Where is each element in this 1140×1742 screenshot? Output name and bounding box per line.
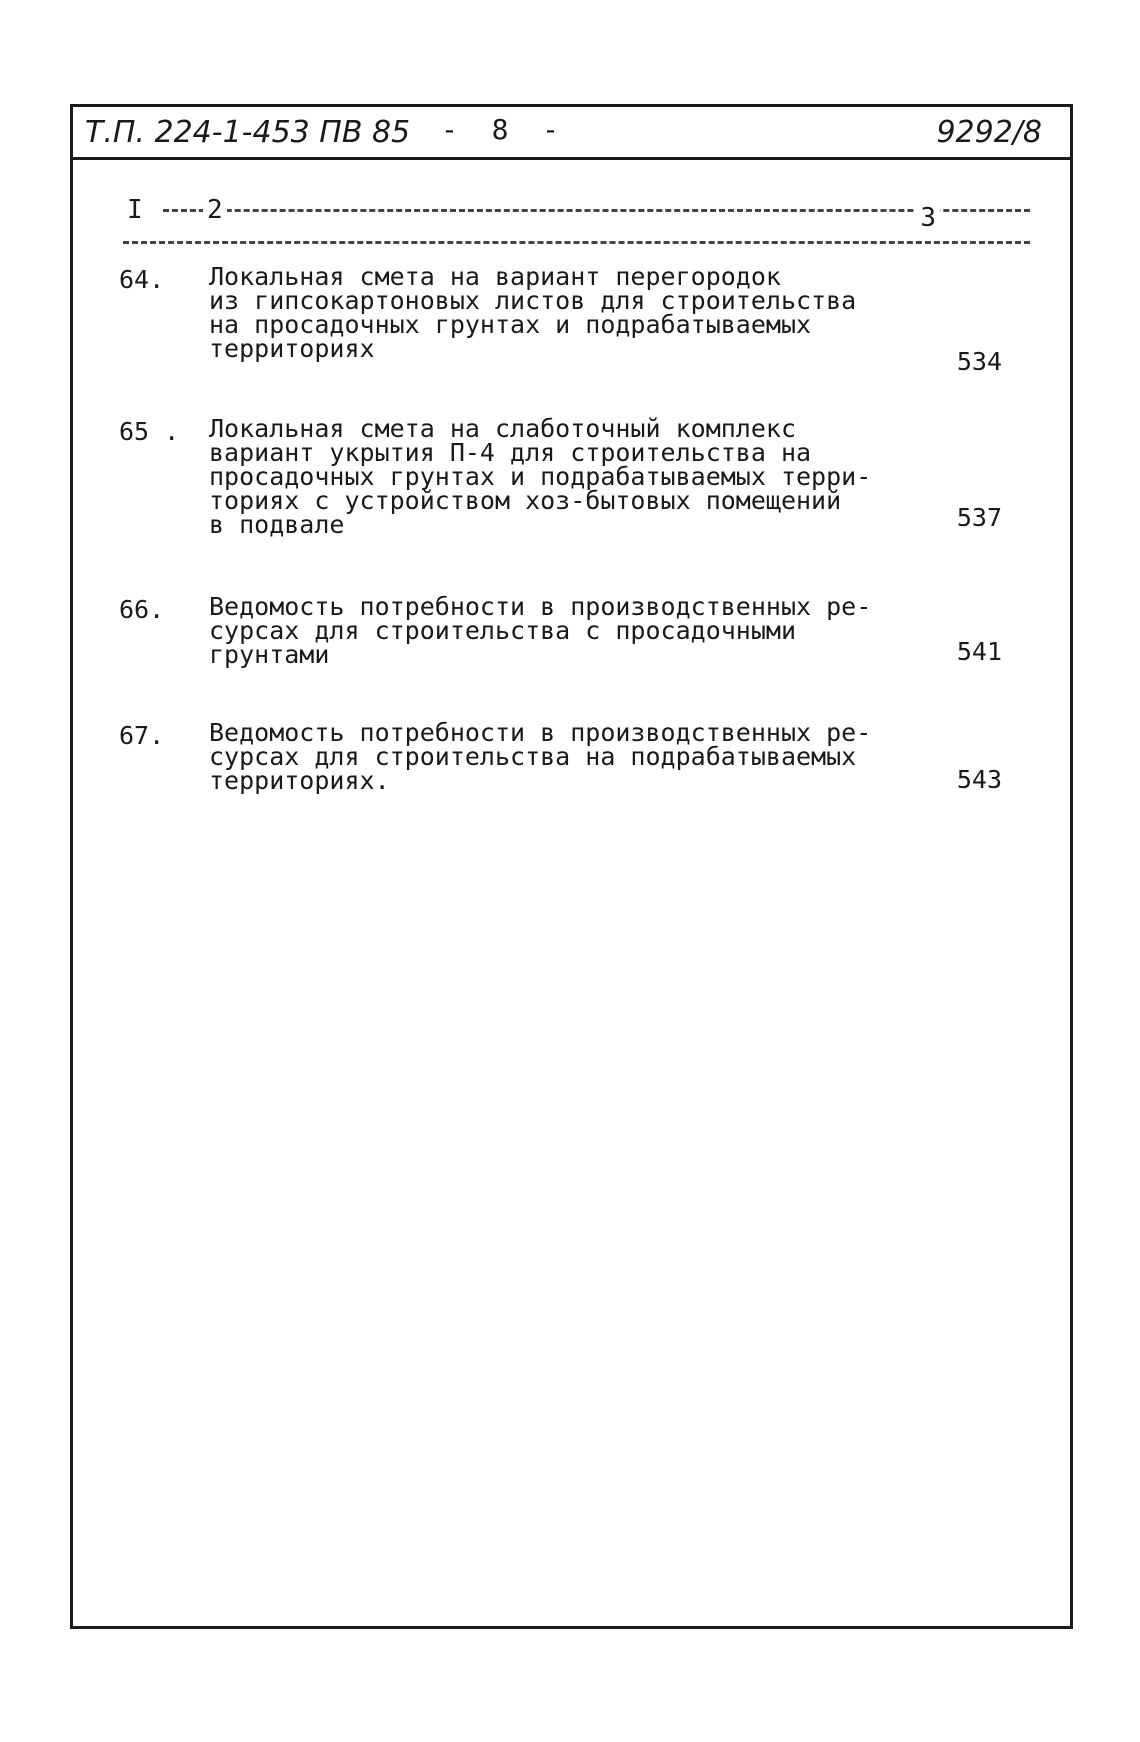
document-code: Т.П. 224-1-453 ПВ 85 bbox=[85, 115, 411, 150]
entry-page: 543 bbox=[956, 765, 1002, 794]
page-number: - 8 - bbox=[441, 113, 560, 146]
header-dash-bottom bbox=[123, 241, 1030, 244]
entry-text: Ведомость потребности в производственных ре- сурсах для строительства на подрабатываемых территориях. bbox=[209, 718, 872, 795]
column-3-number: 3 bbox=[916, 203, 940, 233]
column-1-number: I bbox=[123, 195, 147, 225]
entry-index: 66. bbox=[119, 595, 165, 624]
entry-text: Локальная смета на слаботочный комплекс вариант укрытия П-4 для строительства на просадочных грунтах и подрабатываемых терри- ториях с устройством хоз-бытовых помещений в подвале bbox=[209, 414, 872, 539]
entry-page: 537 bbox=[956, 503, 1002, 532]
page-frame bbox=[70, 104, 1073, 1629]
header-row bbox=[73, 107, 1070, 160]
column-header bbox=[123, 195, 1030, 247]
entry-page: 534 bbox=[956, 347, 1002, 376]
entry-index: 64. bbox=[119, 265, 165, 294]
entry-text: Локальная смета на вариант перегородок из гипсокартоновых листов для строительства на просадочных грунтах и подрабатываемых территориях bbox=[209, 262, 857, 363]
entry-text: Ведомость потребности в производственных ре- сурсах для строительства с просадочными грунтами bbox=[209, 592, 872, 669]
column-2-number: 2 bbox=[203, 195, 227, 225]
entry-index: 65 . bbox=[119, 417, 180, 446]
entry-page: 541 bbox=[956, 637, 1002, 666]
sheet-code: 9292/8 bbox=[936, 115, 1042, 150]
entry-index: 67. bbox=[119, 721, 165, 750]
header-dash-top bbox=[163, 209, 1030, 212]
